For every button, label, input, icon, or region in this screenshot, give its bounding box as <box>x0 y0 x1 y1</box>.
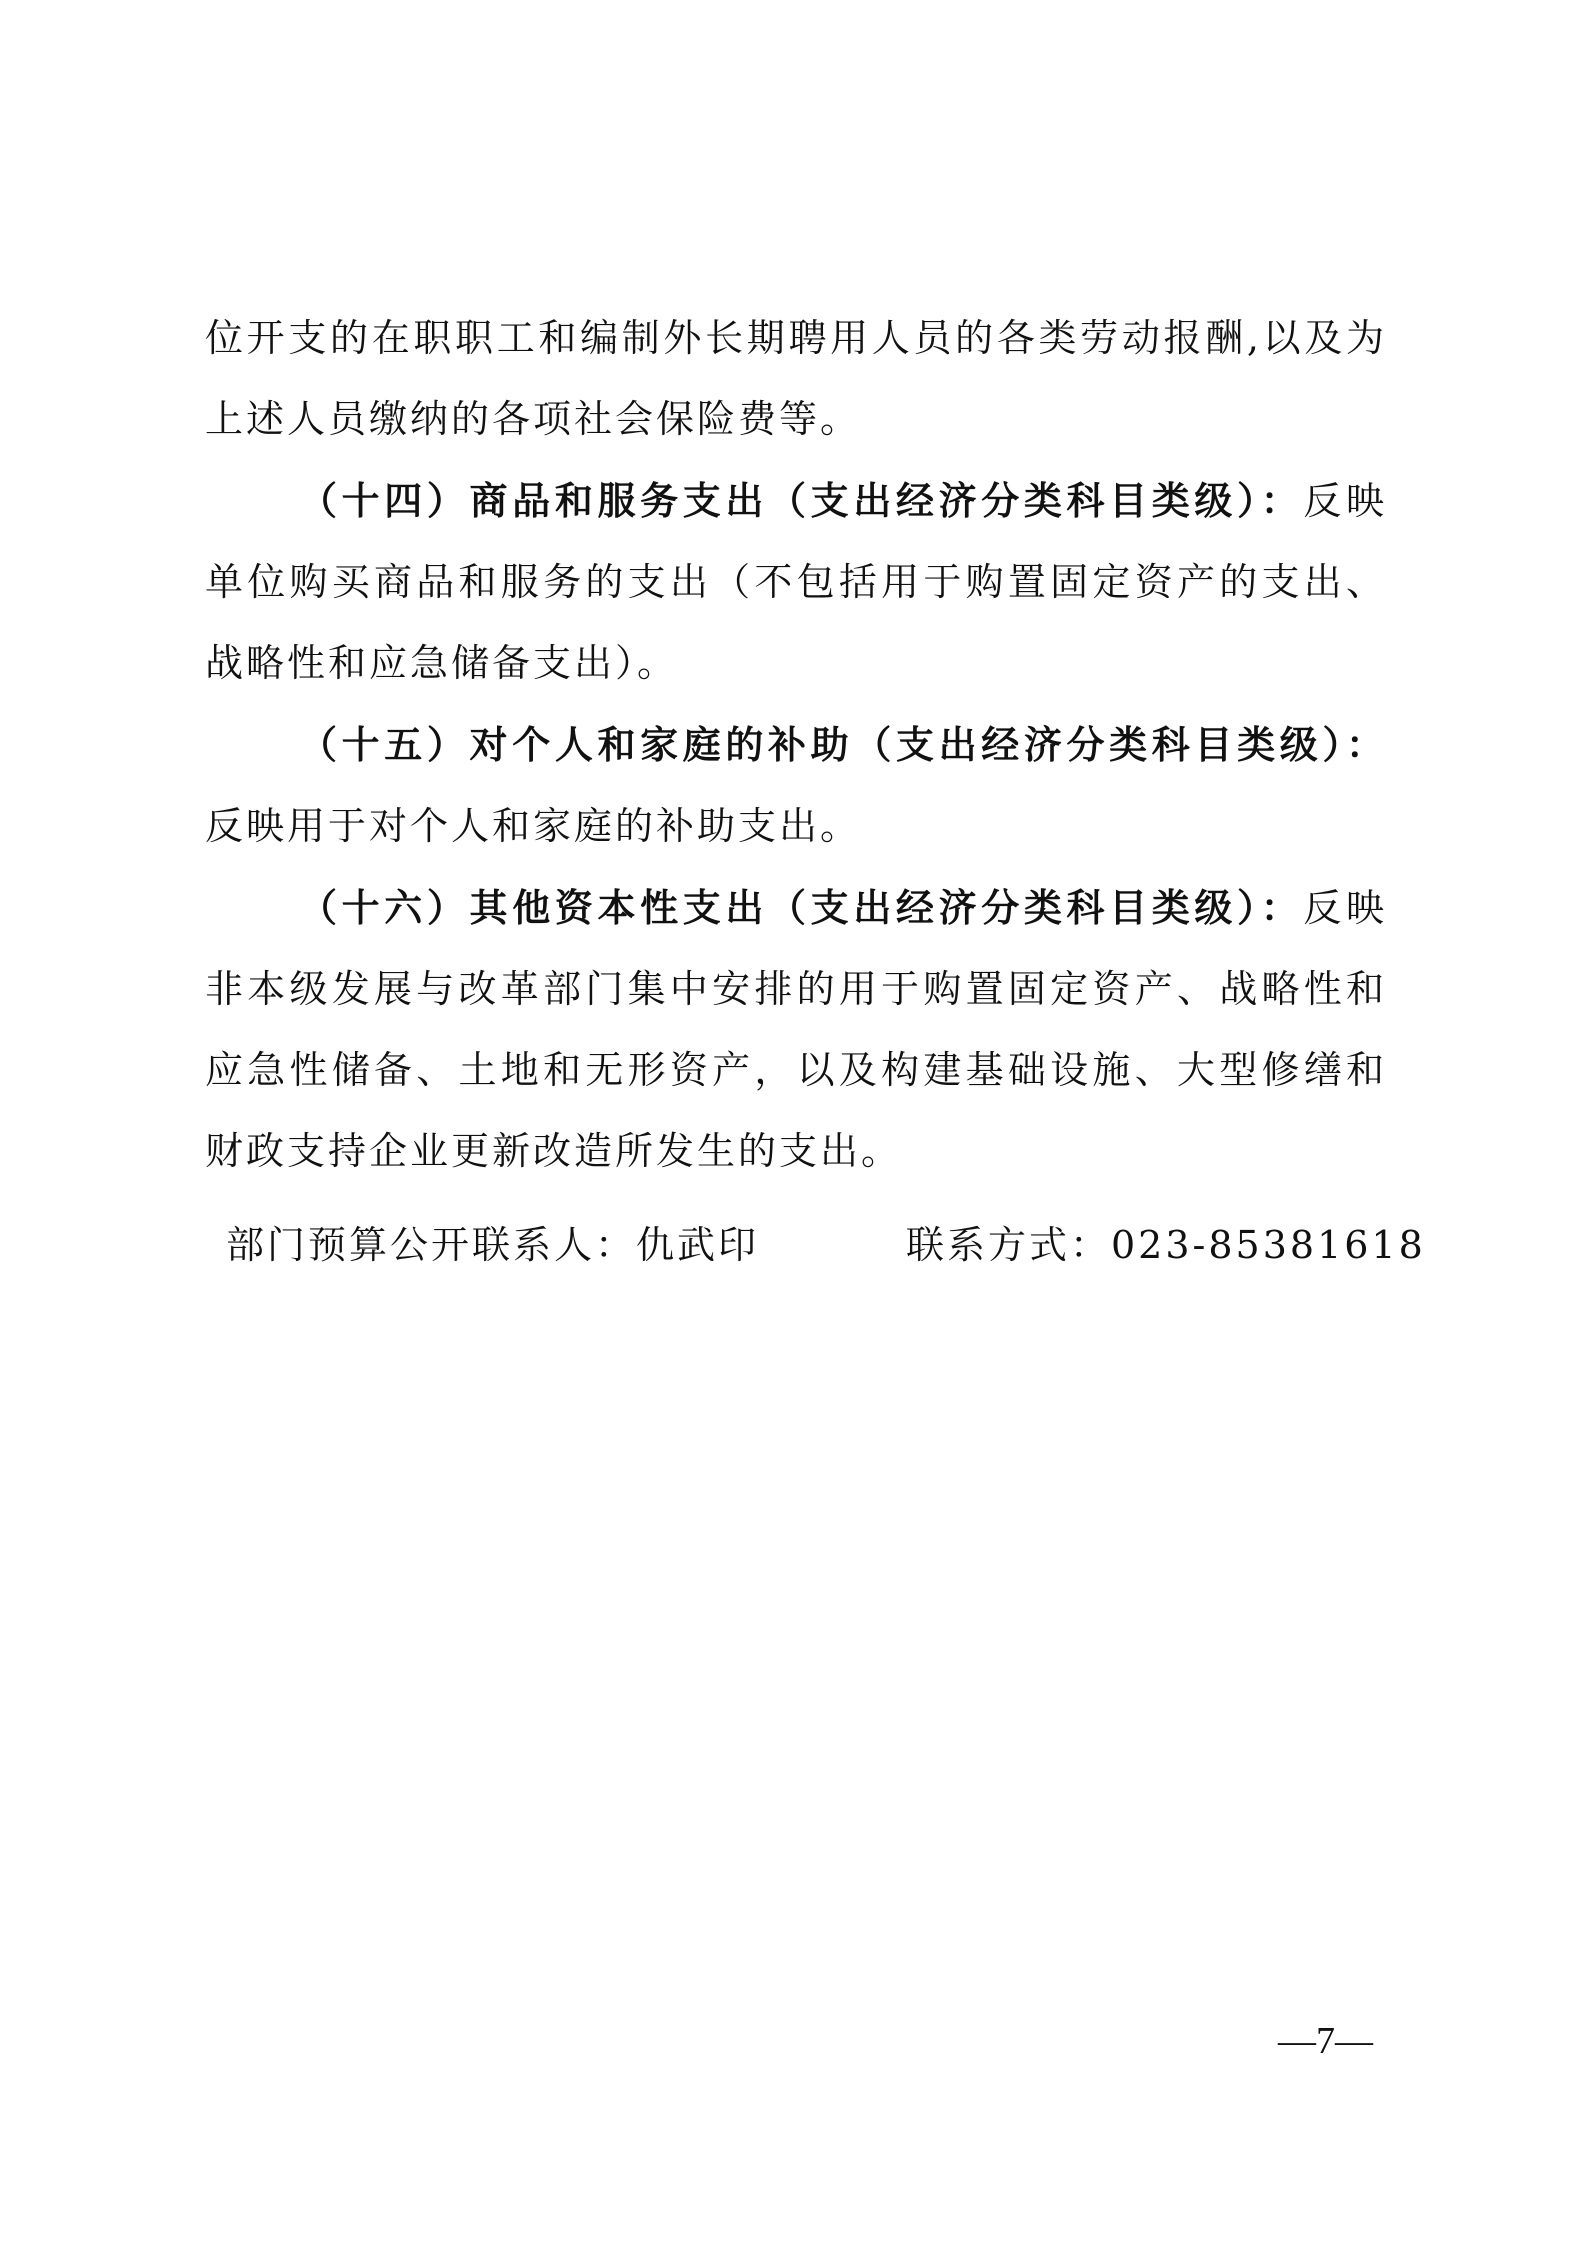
contact-phone: 联系方式：023-85381618 <box>906 1223 1426 1267</box>
paragraph-other-capital <box>205 867 1387 1192</box>
paragraph-heading: （十四）商品和服务支出（支出经济分类科目类级）： <box>299 478 1304 523</box>
paragraph-text: 位开支的在职职工和编制外长期聘用人员的各类劳动报酬,以及为上述人员缴纳的各项社会保险费等。 <box>205 316 1387 441</box>
page-number: —7— <box>1278 2020 1373 2062</box>
paragraph-text: 反映用于对个人和家庭的补助支出。 <box>205 804 862 848</box>
paragraph-text: 反映单位购买商品和服务的支出（不包括用于购置固定资产的支出、战略性和应急储备支出）。 <box>205 479 1387 685</box>
paragraph-household-subsidy <box>205 704 1387 867</box>
paragraph-continuation <box>205 298 1387 460</box>
paragraph-heading: （十五）对个人和家庭的补助（支出经济分类科目类级）： <box>299 722 1387 767</box>
paragraph-heading: （十六）其他资本性支出（支出经济分类科目类级）： <box>299 885 1304 930</box>
body-text <box>205 298 1387 1192</box>
contact-person: 部门预算公开联系人：仇武印 <box>226 1223 760 1267</box>
paragraph-text: 反映非本级发展与改革部门集中安排的用于购置固定资产、战略性和应急性储备、土地和无形资产，以及构建基础设施、大型修缮和财政支持企业更新改造所发生的支出。 <box>205 886 1387 1173</box>
paragraph-goods-services <box>205 460 1387 704</box>
